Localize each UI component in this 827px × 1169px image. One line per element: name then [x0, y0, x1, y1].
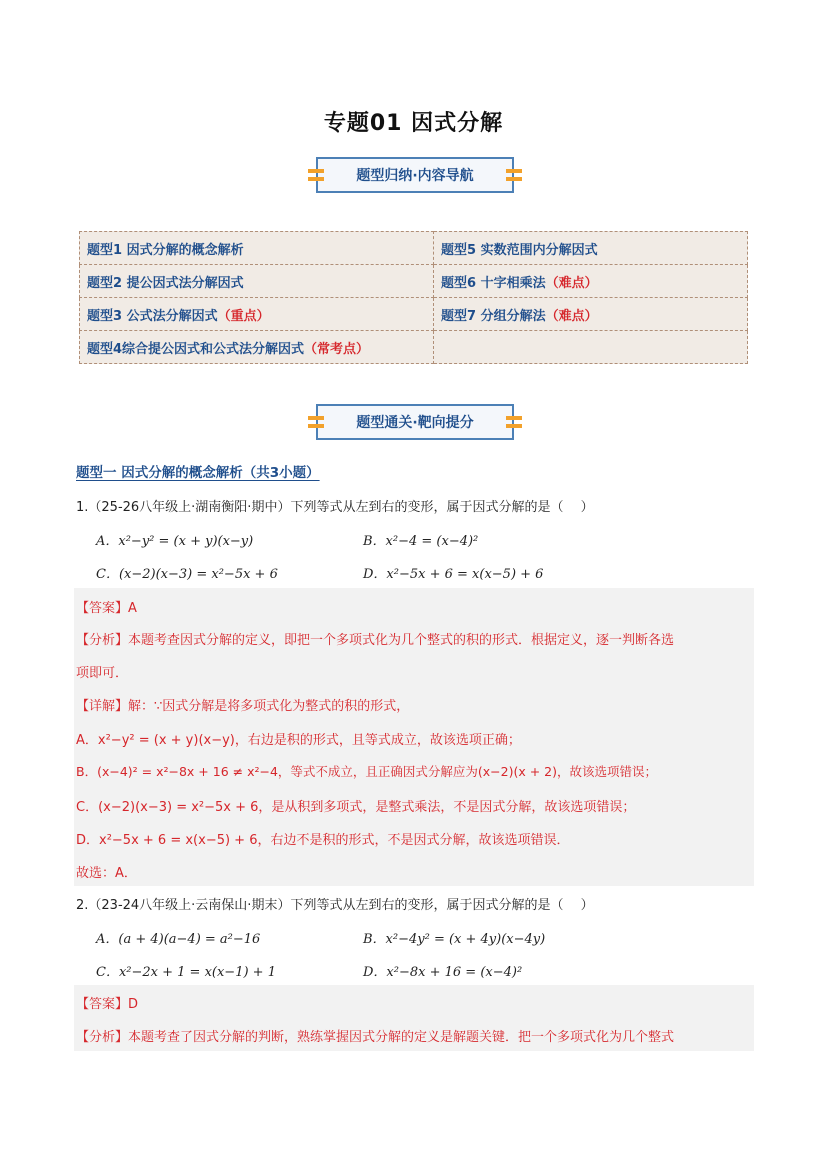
nav-topic-3[interactable]	[80, 298, 434, 331]
page-title: 专题01 因式分解	[323, 111, 504, 136]
practice-banner: 题型通关·靶向提分	[316, 404, 514, 440]
question-2-option-d[interactable]: D．x²−8x + 16 = (x−4)²	[363, 965, 523, 980]
nav-topic-7-label: 题型7 分组分解法	[441, 308, 546, 324]
detail-intro: 解：∵因式分解是将多项式化为整式的积的形式，	[128, 699, 410, 714]
nav-topic-6[interactable]	[434, 265, 748, 298]
answer-value: D	[128, 997, 139, 1012]
nav-topic-1[interactable]: 题型1 因式分解的概念解析	[80, 232, 434, 265]
question-1-answer	[76, 597, 137, 616]
answer-label: 【答案】	[76, 601, 129, 616]
nav-empty-cell	[434, 331, 748, 364]
question-1-detail	[76, 695, 409, 714]
nav-topic-6-label: 题型6 十字相乘法	[441, 275, 546, 291]
nav-topic-2[interactable]: 题型2 提公因式法分解因式	[80, 265, 434, 298]
question-1-detail-b: B．(x−4)² = x²−8x + 16 ≠ x²−4，等式不成立，且正确因式分解应为(x−2)(x + 2)，故该选项错误；	[76, 764, 658, 779]
question-1-option-d[interactable]: D．x²−5x + 6 = x(x−5) + 6	[363, 567, 544, 582]
question-2-answer	[76, 993, 138, 1012]
question-1-detail-c: C．(x−2)(x−3) = x²−5x + 6，是从积到多项式，是整式乘法，不是因式分解，故该选项错误；	[76, 800, 636, 815]
nav-topic-3-label: 题型3 公式法分解因式	[87, 308, 218, 324]
question-2-option-b[interactable]: B．x²−4y² = (x + 4y)(x−4y)	[363, 932, 546, 947]
difficulty-tag: （难点）	[545, 275, 598, 291]
nav-topic-4-label: 题型4综合提公因式和公式法分解因式	[87, 341, 305, 357]
analysis-text: 本题考查因式分解的定义，即把一个多项式化为几个整式的积的形式．根据定义，逐一判断各选	[128, 633, 675, 648]
frequency-tag: （常考点）	[304, 341, 370, 357]
question-1-choice: 故选：A．	[76, 866, 137, 881]
answer-value: A	[128, 601, 137, 616]
question-2-option-c[interactable]: C．x²−2x + 1 = x(x−1) + 1	[96, 965, 276, 980]
question-1-stem: 1.（25-26八年级上·湖南衡阳·期中）下列等式从左到右的变形，属于因式分解的是（ ）	[76, 500, 594, 515]
question-2-stem: 2.（23-24八年级上·云南保山·期末）下列等式从左到右的变形，属于因式分解的是（ ）	[76, 898, 594, 913]
answer-label: 【答案】	[76, 997, 129, 1012]
question-1-analysis	[76, 629, 674, 648]
importance-tag: （重点）	[217, 308, 270, 324]
difficulty-tag: （难点）	[545, 308, 598, 324]
detail-label: 【详解】	[76, 699, 129, 714]
question-1-analysis-cont: 项即可．	[76, 666, 129, 681]
question-1-option-b[interactable]: B．x²−4 = (x−4)²	[363, 534, 479, 549]
question-2-analysis	[76, 1026, 674, 1045]
nav-topic-5[interactable]: 题型5 实数范围内分解因式	[434, 232, 748, 265]
question-2-option-a[interactable]: A．(a + 4)(a−4) = a²−16	[96, 932, 261, 947]
analysis-label: 【分析】	[76, 633, 129, 648]
analysis-text: 本题考查了因式分解的判断，熟练掌握因式分解的定义是解题关键．把一个多项式化为几个整式	[128, 1030, 675, 1045]
question-1-option-c[interactable]: C．(x−2)(x−3) = x²−5x + 6	[96, 567, 278, 582]
content-nav-banner: 题型归纳·内容导航	[316, 157, 514, 193]
question-1-detail-a: A．x²−y² = (x + y)(x−y)，右边是积的形式，且等式成立，故该选项正确；	[76, 733, 521, 748]
question-1-detail-d: D．x²−5x + 6 = x(x−5) + 6，右边不是积的形式，不是因式分解，故该选项错误．	[76, 833, 570, 848]
topic-nav-table	[79, 231, 748, 364]
question-1-option-a[interactable]: A．x²−y² = (x + y)(x−y)	[96, 534, 254, 549]
section-heading[interactable]: 题型一 因式分解的概念解析（共3小题）	[76, 465, 320, 481]
analysis-label: 【分析】	[76, 1030, 129, 1045]
nav-topic-7[interactable]	[434, 298, 748, 331]
nav-topic-4[interactable]	[80, 331, 434, 364]
